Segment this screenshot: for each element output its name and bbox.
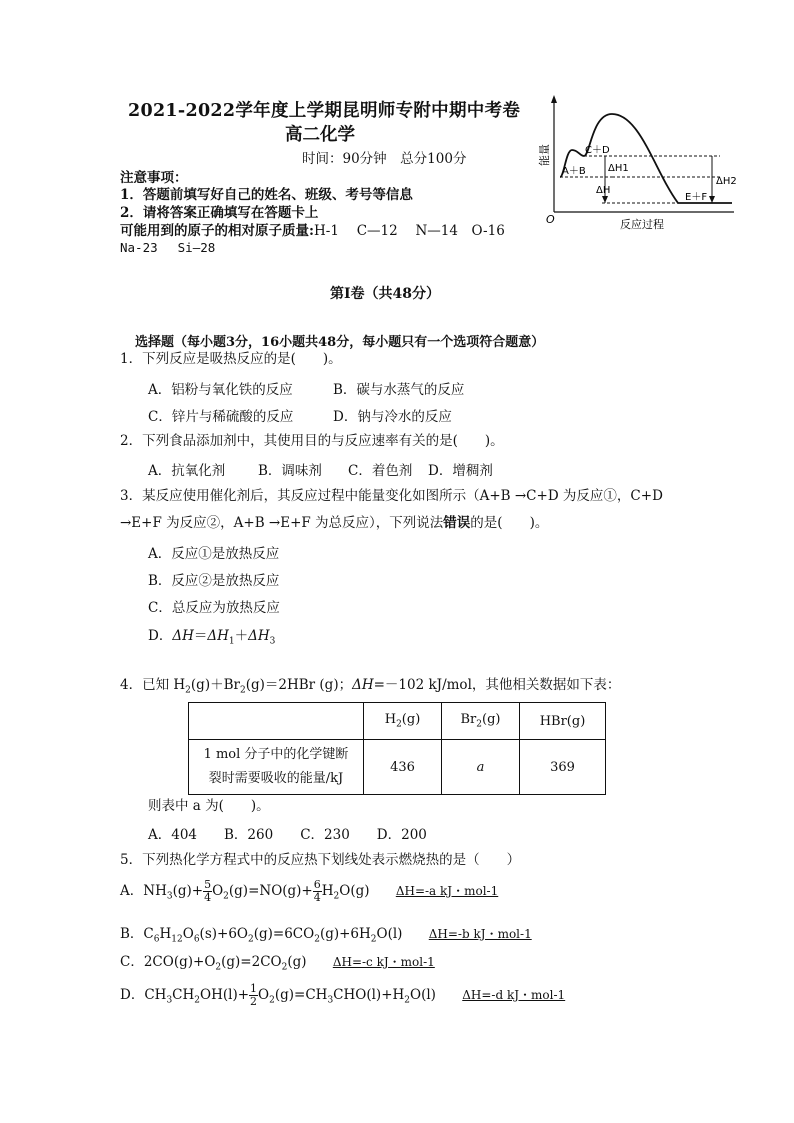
energy-diagram <box>540 92 740 232</box>
atomic-masses-values1: H-1 C—12 N—14 O-16 <box>313 223 505 239</box>
q1-option-a: A．铝粉与氧化铁的反应 <box>148 382 293 398</box>
bond-energy-table <box>188 702 606 795</box>
q2-stem: 2．下列食品添加剂中，其使用目的与反应速率有关的是( )。 <box>120 433 504 449</box>
q4-options: A．404 B．260 C．230 D．200 <box>148 827 427 843</box>
label-cd: C＋D <box>585 145 610 156</box>
q3-stem-part-c: 的是( )。 <box>470 515 549 531</box>
section-instructions: 选择题（每小题3分，16小题共48分，每小题只有一个选项符合题意） <box>135 335 545 350</box>
table-row-label-1: 1 mol 分子中的化学键断 <box>203 747 349 762</box>
y-axis-label: 能量 <box>538 144 551 166</box>
atomic-masses-line2: Na-23 Si—28 <box>120 240 216 255</box>
q3-option-a: A．反应①是放热反应 <box>148 546 280 562</box>
exam-title: 2021-2022学年度上学期昆明师专附中期中考卷 <box>128 101 521 121</box>
label-ab: A＋B <box>562 166 586 177</box>
q4-after: 则表中 a 为( )。 <box>148 798 270 814</box>
label-dh: ΔH <box>596 185 611 196</box>
q3-option-c: C．总反应为放热反应 <box>148 600 280 616</box>
q5-option-b: B．$C_6H_{12}O_6(s)+6O_2(g)=6CO_2(g)+6H_2O(l)$ ΔH=-b kJ・mol-1 <box>120 926 532 945</box>
origin-label: O <box>546 213 555 226</box>
q5-option-d: D．$CH_3CH_2OH(l)+$ $\frac{1}{2}$ $O_2(g)=CH_3CHO(l)+H_2O(l)$ ΔH=-d kJ・mol-1 <box>120 982 566 1008</box>
q2-option-c: C．着色剂 <box>348 463 413 479</box>
exam-time: 时间：90分钟 总分100分 <box>302 151 467 167</box>
q5-c-dh: ΔH=-c kJ・mol-1 <box>332 955 435 969</box>
q2-option-a: A．抗氧化剂 <box>148 463 226 479</box>
q5-option-a: A．$NH_3(g)+$ $\frac{5}{4}$ $O_2(g)=NO(g)+$ $\frac{6}{4}$ $H_2O(g)$ ΔH=-a kJ・mol-1 <box>120 878 499 904</box>
table-row-label-2: 裂时需要吸收的能量/kJ <box>208 771 344 786</box>
label-ef: E＋F <box>685 192 708 203</box>
dh-arrowhead <box>602 196 608 203</box>
q3-stem-line2 <box>120 513 548 533</box>
notice-item-2: 2．请将答案正确填写在答题卡上 <box>120 205 319 221</box>
q5-d-label: D． <box>120 987 145 1003</box>
notice-heading: 注意事项： <box>120 170 188 186</box>
table-row-label <box>189 740 364 795</box>
label-dh1: ΔH1 <box>608 163 629 174</box>
q4-stem-prefix: 4．已知 <box>120 677 174 693</box>
part-heading: 第Ⅰ卷（共48分） <box>330 286 441 302</box>
q4-stem-value: =－102 kJ/mol，其他相关数据如下表： <box>373 677 621 693</box>
notice-item-1: 1．答题前填写好自己的姓名、班级、考号等信息 <box>120 187 413 203</box>
q5-a-label: A． <box>120 883 144 899</box>
q5-option-c: C．$2CO(g)+O_2(g)=2CO_2(g)$ ΔH=-c kJ・mol-1 <box>120 954 435 973</box>
table-header-br2: $Br_2(g)$ <box>442 703 520 740</box>
q1-option-c: C．锌片与稀硫酸的反应 <box>148 409 294 425</box>
q5-a-dh: ΔH=-a kJ・mol-1 <box>395 884 499 898</box>
q3-stem-part-a: →E+F 为反应②，A+B →E+F 为总反应），下列说法 <box>120 515 444 531</box>
q5-b-label: B． <box>120 926 144 942</box>
y-axis-arrow <box>551 95 557 103</box>
q3-stem-emphasis: 错误 <box>443 515 471 531</box>
q5-d-dh: ΔH=-d kJ・mol-1 <box>462 988 566 1002</box>
table-header-empty <box>189 703 364 740</box>
x-axis-label: 反应过程 <box>620 218 664 231</box>
table-cell-br2: a <box>442 740 520 795</box>
exam-subtitle: 高二化学 <box>285 125 355 145</box>
energy-curve <box>560 114 732 203</box>
q5-b-dh: ΔH=-b kJ・mol-1 <box>428 927 532 941</box>
table-cell-hbr: 369 <box>520 740 606 795</box>
q3-option-d-label: D． <box>148 628 173 644</box>
table-header-hbr: HBr(g) <box>520 703 606 740</box>
table-header-h2: $H_2(g)$ <box>364 703 442 740</box>
q2-option-d: D．增稠剂 <box>428 463 493 479</box>
q1-option-b: B．碳与水蒸气的反应 <box>333 382 465 398</box>
q1-stem: 1．下列反应是吸热反应的是( )。 <box>120 351 342 367</box>
q3-option-d: D．$\Delta H=\Delta H_1+\Delta H_3$ <box>148 628 276 647</box>
q2-option-b: B．调味剂 <box>258 463 322 479</box>
q5-c-label: C． <box>120 954 144 970</box>
label-dh2: ΔH2 <box>716 176 737 187</box>
atomic-masses-label: 可能用到的原子的相对原子质量: <box>120 223 314 239</box>
dh2-arrowhead <box>709 196 715 203</box>
q3-stem-line1: 3．某反应使用催化剂后，其反应过程中能量变化如图所示（A+B →C+D 为反应①，C+D <box>120 488 663 504</box>
q1-option-d: D．钠与冷水的反应 <box>333 409 452 425</box>
q4-stem: 4．已知 $H_2(g)+Br_2(g)=2HBr$ (g)；ΔH=－102 kJ/mol，其他相关数据如下表： <box>120 677 621 696</box>
table-cell-h2: 436 <box>364 740 442 795</box>
q5-stem: 5．下列热化学方程式中的反应热下划线处表示燃烧热的是（ ） <box>120 852 521 868</box>
q3-option-b: B．反应②是放热反应 <box>148 573 280 589</box>
atomic-masses-line1 <box>120 219 505 239</box>
q4-stem-sep: ； <box>338 677 353 693</box>
